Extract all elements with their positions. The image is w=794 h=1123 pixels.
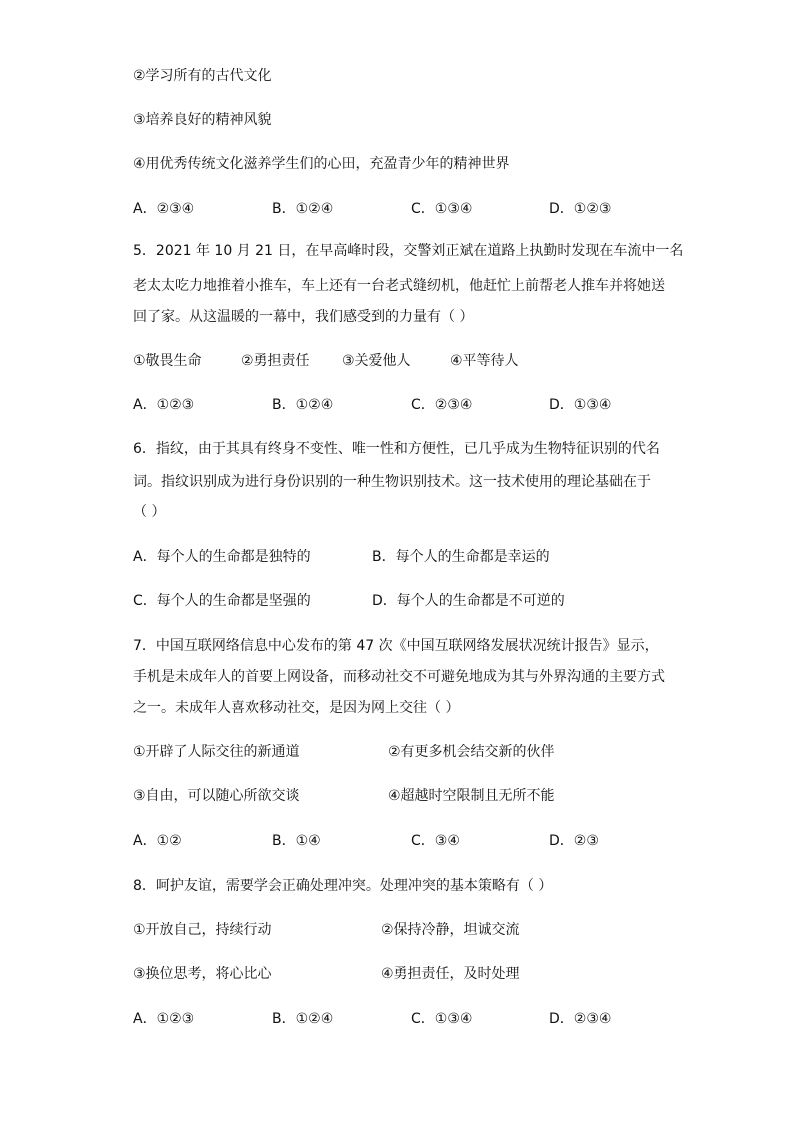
q7-stem-line-1: 7．中国互联网络信息中心发布的第 47 次《中国互联网络发展状况统计报告》显示，: [133, 638, 659, 654]
q6-stem-line-1: 6．指纹，由于其具有终身不变性、唯一性和方便性，已几乎成为生物特征识别的代名: [133, 441, 660, 457]
q5-item-2: ②勇担责任: [241, 353, 310, 369]
q7-item-4: ④超越时空限制且无所不能: [388, 788, 555, 804]
q7-item-3: ③自由，可以随心所欲交谈: [133, 788, 300, 804]
q6-stem-line-3: （ ）: [133, 504, 166, 520]
q5-choice-b: B．①②④: [272, 397, 334, 413]
q7-stem-line-3: 之一。未成年人喜欢移动社交，是因为网上交往（ ）: [133, 700, 460, 716]
q4-choice-b: B．①②④: [272, 201, 334, 217]
q7-choice-b: B．①④: [272, 833, 321, 849]
q5-item-3: ③关爱他人: [342, 353, 411, 369]
q4-choice-d: D．①②③: [549, 201, 612, 217]
q4-item-3: ③培养良好的精神风貌: [133, 112, 272, 128]
q5-stem-line-2: 老太太吃力地推着小推车，车上还有一台老式缝纫机，他赶忙上前帮老人推车并将她送: [133, 278, 665, 294]
q8-item-3: ③换位思考，将心比心: [133, 966, 272, 982]
q5-item-4: ④平等待人: [450, 353, 519, 369]
q8-choice-d: D．②③④: [549, 1011, 612, 1027]
q7-item-2: ②有更多机会结交新的伙伴: [388, 744, 555, 760]
q4-item-4: ④用优秀传统文化滋养学生们的心田，充盈青少年的精神世界: [133, 156, 510, 172]
q8-choice-c: C．①③④: [411, 1011, 473, 1027]
q8-item-2: ②保持冷静，坦诚交流: [381, 922, 520, 938]
q7-choice-a: A．①②: [133, 833, 182, 849]
q5-choice-d: D．①③④: [549, 397, 612, 413]
q8-item-4: ④勇担责任，及时处理: [381, 966, 520, 982]
q5-choice-a: A．①②③: [133, 397, 195, 413]
q8-stem-line-1: 8．呵护友谊，需要学会正确处理冲突。处理冲突的基本策略有（ ）: [133, 878, 553, 894]
q6-choice-b: B．每个人的生命都是幸运的: [372, 549, 550, 565]
q7-choice-c: C．③④: [411, 833, 460, 849]
q5-choice-c: C．②③④: [411, 397, 473, 413]
q4-item-2: ②学习所有的古代文化: [133, 68, 272, 84]
q7-choice-d: D．②③: [549, 833, 599, 849]
q7-item-1: ①开辟了人际交往的新通道: [133, 744, 300, 760]
q5-item-1: ①敬畏生命: [133, 353, 202, 369]
q8-choice-a: A．①②③: [133, 1011, 195, 1027]
q7-stem-line-2: 手机是未成年人的首要上网设备，而移动社交不可避免地成为其与外界沟通的主要方式: [133, 669, 665, 685]
q4-choice-c: C．①③④: [411, 201, 473, 217]
q5-stem-line-3: 回了家。从这温暖的一幕中，我们感受到的力量有（ ）: [133, 309, 474, 325]
q6-choice-d: D．每个人的生命都是不可逆的: [372, 593, 565, 609]
q6-choice-c: C．每个人的生命都是坚强的: [133, 593, 311, 609]
q4-choice-a: A．②③④: [133, 201, 195, 217]
q6-stem-line-2: 词。指纹识别成为进行身份识别的一种生物识别技术。这一技术使用的理论基础在于: [133, 474, 651, 490]
q8-choice-b: B．①②④: [272, 1011, 334, 1027]
q6-choice-a: A．每个人的生命都是独特的: [133, 549, 311, 565]
q8-item-1: ①开放自己，持续行动: [133, 922, 272, 938]
q5-stem-line-1: 5．2021 年 10 月 21 日，在早高峰时段，交警刘正斌在道路上执勤时发现在车流中一名: [133, 243, 684, 259]
